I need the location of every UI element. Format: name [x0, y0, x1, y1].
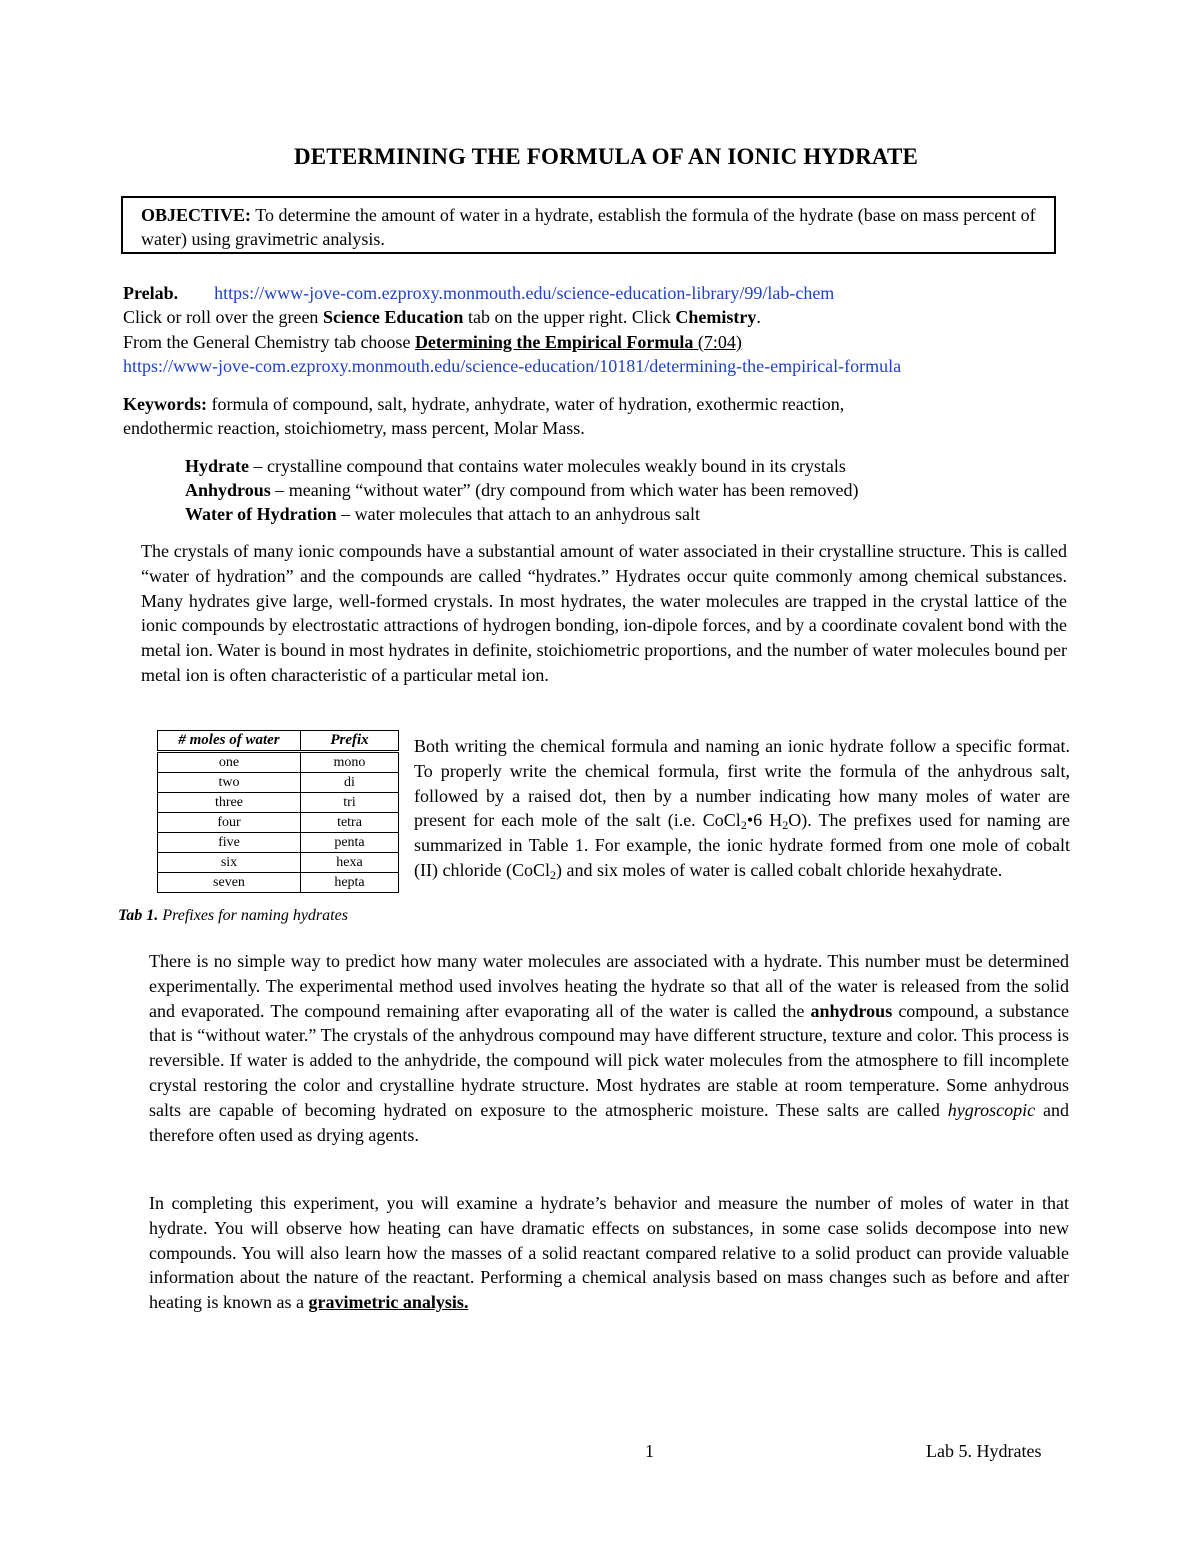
- keywords-text: formula of compound, salt, hydrate, anhydrate, water of hydration, exothermic reaction,: [207, 394, 845, 414]
- keywords-line-1: [123, 392, 844, 416]
- subscript: 2: [740, 818, 747, 833]
- definition-text: – water molecules that attach to an anhydrous salt: [336, 504, 701, 524]
- prelab-text: .: [756, 307, 761, 327]
- keywords-text: endothermic reaction, stoichiometry, mass percent, Molar Mass.: [123, 418, 585, 438]
- subscript: 2: [549, 867, 556, 882]
- subscript: 2: [782, 818, 789, 833]
- table-cell: hexa: [301, 853, 399, 873]
- prelab-text: tab on the upper right. Click: [463, 307, 676, 327]
- keywords-label: Keywords:: [123, 394, 207, 414]
- naming-paragraph: [414, 734, 1070, 883]
- method-paragraph: [149, 949, 1069, 1147]
- table-caption-label: Tab 1.: [118, 907, 159, 924]
- table-cell: five: [158, 833, 301, 853]
- definition-hydrate: [185, 454, 846, 478]
- table-row: [158, 793, 399, 813]
- paragraph-text: Both writing the chemical formula and naming an ionic hydrate follow a specific format. To properly write the chemical formula, first write the formula of the anhydrous salt, followed by a raised dot, then by a number indicating how many moles of water are present for each mole of the salt (i.e. CoCl: [414, 736, 1070, 831]
- prelab-text: Click or roll over the green: [123, 307, 323, 327]
- science-education-tab-label: Science Education: [322, 307, 464, 327]
- prelab-line: [123, 281, 834, 305]
- footer-lab-label: Lab 5. Hydrates: [926, 1441, 1042, 1461]
- table-header-moles: # moles of water: [158, 731, 301, 752]
- table-caption-text: Prefixes for naming hydrates: [158, 907, 348, 924]
- table-cell: six: [158, 853, 301, 873]
- paragraph-text: In completing this experiment, you will examine a hydrate’s behavior and measure the number of moles of water in that hydrate. You will observe how heating can have dramatic effects on substances, in some case solids decompose into new compounds. You will also learn how the masses of a solid reactant compared relative to a solid product can provide valuable information about the nature of the reactant. Performing a chemical analysis based on mass changes such as before and after heating is known as a: [149, 1193, 1069, 1313]
- definition-anhydrous: [185, 478, 859, 502]
- prefix-table: [157, 730, 399, 893]
- prelab-text: From the General Chemistry tab choose: [123, 332, 415, 352]
- keywords-line-2: [123, 416, 585, 440]
- hygroscopic-term: hygroscopic: [947, 1099, 1036, 1120]
- table-cell: three: [158, 793, 301, 813]
- chemistry-label: Chemistry: [675, 307, 757, 327]
- video-duration: (7:04): [693, 332, 742, 352]
- prelab-label: Prelab.: [123, 283, 179, 303]
- page-number: 1: [645, 1441, 654, 1461]
- definition-text: – meaning “without water” (dry compound from which water has been removed): [270, 480, 859, 500]
- video-title-link[interactable]: Determining the Empirical Formula: [414, 332, 694, 352]
- prelab-link-2[interactable]: https://www-jove-com.ezproxy.monmouth.edu/science-education/10181/determining-the-empirical-formula: [123, 356, 902, 376]
- paragraph-text: ) and six moles of water is called cobalt chloride hexahydrate.: [555, 859, 1003, 880]
- table-cell: hepta: [301, 873, 399, 893]
- paragraph-text: compound, a substance that is “without water.” The crystals of the anhydrous compound may have different structure, texture and color. This process is reversible. If water is added to the anhydride, the compound will pick water molecules from the atmosphere to fill incomplete crystal restoring the color and crystalline hydrate structure. Most hydrates are stable at room temperature. Some anhydrous salts are capable of becoming hydrated on exposure to the atmospheric moisture. These salts are called: [149, 1000, 1069, 1120]
- intro-paragraph: The crystals of many ionic compounds have a substantial amount of water associated in their crystalline structure. This is called “water of hydration” and the compounds are called “hydrates.” Hydrates occur quite commonly among chemical substances. Many hydrates give large, well-formed crystals. In most hydrates, the water molecules are trapped in the crystal lattice of the ionic compounds by electrostatic attractions of hydrogen bonding, ion-dipole forces, and by a coordinate covalent bond with the metal ion. Water is bound in most hydrates in definite, stoichiometric proportions, and the number of water molecules bound per metal ion is often characteristic of a particular metal ion.: [141, 541, 1067, 685]
- page-title: DETERMINING THE FORMULA OF AN IONIC HYDRATE: [293, 144, 919, 169]
- paragraph-text: and therefore often used as drying agents.: [149, 1099, 1069, 1145]
- table-cell: mono: [301, 752, 399, 773]
- table-row: [158, 853, 399, 873]
- anhydrous-term: anhydrous: [810, 1000, 893, 1021]
- table-cell: tri: [301, 793, 399, 813]
- table-row: [158, 813, 399, 833]
- table-row: [158, 873, 399, 893]
- objective-label: OBJECTIVE:: [141, 205, 252, 225]
- definition-water-of-hydration: [185, 502, 700, 526]
- table-header-row: [158, 731, 399, 752]
- table-header-prefix: Prefix: [301, 731, 399, 752]
- objective-text: To determine the amount of water in a hydrate, establish the formula of the hydrate (base on mass percent of water) using gravimetric analysis.: [141, 205, 1036, 249]
- table-row: [158, 773, 399, 793]
- prelab-instruction-2: [123, 330, 742, 354]
- objective-box: [121, 196, 1056, 254]
- definition-term: Hydrate: [185, 456, 249, 476]
- prelab-link-1[interactable]: https://www-jove-com.ezproxy.monmouth.edu/science-education-library/99/lab-chem: [214, 283, 835, 303]
- table-cell: one: [158, 752, 301, 773]
- table-cell: two: [158, 773, 301, 793]
- definition-term: Water of Hydration: [185, 504, 337, 524]
- experiment-paragraph: [149, 1191, 1069, 1315]
- table-cell: four: [158, 813, 301, 833]
- table-caption: [118, 907, 348, 925]
- table-cell: penta: [301, 833, 399, 853]
- table-cell: seven: [158, 873, 301, 893]
- definition-text: – crystalline compound that contains water molecules weakly bound in its crystals: [248, 456, 846, 476]
- definition-term: Anhydrous: [185, 480, 271, 500]
- paragraph-text: O). The prefixes used for naming are summarized in Table 1. For example, the ionic hydrate formed from one mole of cobalt (II) chloride (CoCl: [414, 810, 1070, 880]
- table-row: [158, 833, 399, 853]
- paragraph-text: •6 H: [746, 810, 783, 831]
- table-cell: tetra: [301, 813, 399, 833]
- prelab-instruction-1: [123, 305, 761, 329]
- paragraph-text: There is no simple way to predict how many water molecules are associated with a hydrate. This number must be determined experimentally. The experimental method used involves heating the hydrate so that all of the water is released from the solid and evaporated. The compound remaining after evaporating all of the water is called the: [149, 951, 1069, 1021]
- gravimetric-analysis-term: gravimetric analysis.: [308, 1292, 469, 1313]
- table-row: [158, 752, 399, 773]
- table-cell: di: [301, 773, 399, 793]
- prelab-link-line: [123, 354, 901, 378]
